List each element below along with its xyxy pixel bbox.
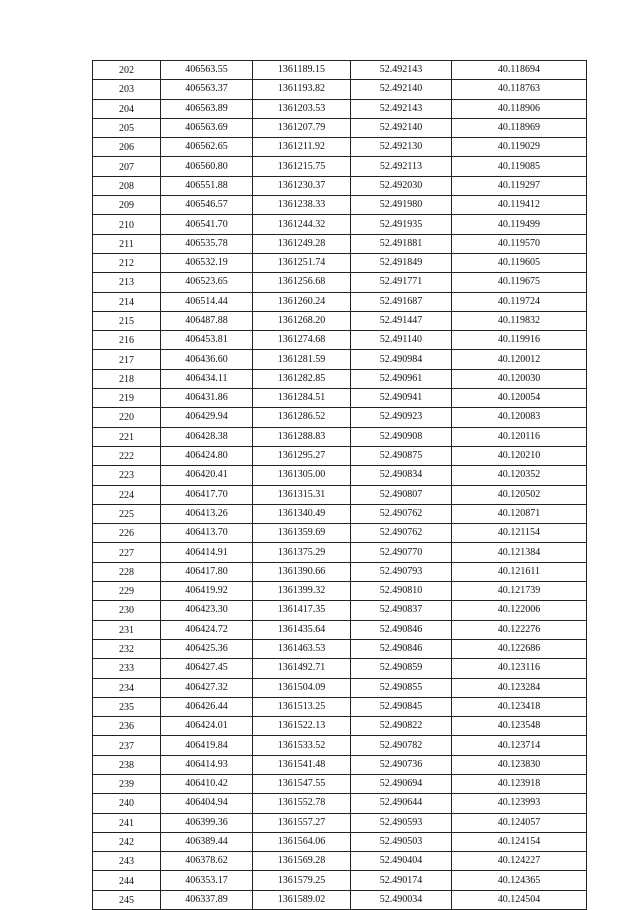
longitude-cell: 40.124154 — [452, 832, 587, 851]
y-coordinate-cell: 1361375.29 — [253, 543, 351, 562]
x-coordinate-cell: 406427.45 — [161, 659, 253, 678]
table-row — [93, 852, 587, 871]
point-number-cell: 216 — [93, 331, 161, 350]
longitude-cell: 40.123548 — [452, 717, 587, 736]
x-coordinate-cell: 406389.44 — [161, 832, 253, 851]
x-coordinate-cell: 406546.57 — [161, 196, 253, 215]
latitude-cell: 52.490923 — [351, 408, 452, 427]
x-coordinate-cell: 406532.19 — [161, 253, 253, 272]
point-number-cell: 230 — [93, 601, 161, 620]
y-coordinate-cell: 1361249.28 — [253, 234, 351, 253]
y-coordinate-cell: 1361564.06 — [253, 832, 351, 851]
table-row — [93, 99, 587, 118]
table-row — [93, 273, 587, 292]
latitude-cell: 52.492130 — [351, 138, 452, 157]
longitude-cell: 40.120083 — [452, 408, 587, 427]
longitude-cell: 40.118906 — [452, 99, 587, 118]
table-row — [93, 736, 587, 755]
point-number-cell: 233 — [93, 659, 161, 678]
longitude-cell: 40.123116 — [452, 659, 587, 678]
table-row — [93, 196, 587, 215]
longitude-cell: 40.124504 — [452, 890, 587, 909]
y-coordinate-cell: 1361281.59 — [253, 350, 351, 369]
table-row — [93, 408, 587, 427]
x-coordinate-cell: 406541.70 — [161, 215, 253, 234]
latitude-cell: 52.490908 — [351, 427, 452, 446]
y-coordinate-cell: 1361251.74 — [253, 253, 351, 272]
point-number-cell: 220 — [93, 408, 161, 427]
longitude-cell: 40.120352 — [452, 466, 587, 485]
longitude-cell: 40.120054 — [452, 389, 587, 408]
latitude-cell: 52.490782 — [351, 736, 452, 755]
longitude-cell: 40.121154 — [452, 524, 587, 543]
y-coordinate-cell: 1361359.69 — [253, 524, 351, 543]
point-number-cell: 204 — [93, 99, 161, 118]
point-number-cell: 245 — [93, 890, 161, 909]
table-row — [93, 427, 587, 446]
point-number-cell: 213 — [93, 273, 161, 292]
longitude-cell: 40.118969 — [452, 118, 587, 137]
longitude-cell: 40.123993 — [452, 794, 587, 813]
y-coordinate-cell: 1361274.68 — [253, 331, 351, 350]
table-row — [93, 794, 587, 813]
longitude-cell: 40.124057 — [452, 813, 587, 832]
table-row — [93, 639, 587, 658]
y-coordinate-cell: 1361288.83 — [253, 427, 351, 446]
x-coordinate-cell: 406419.84 — [161, 736, 253, 755]
x-coordinate-cell: 406424.72 — [161, 620, 253, 639]
latitude-cell: 52.491687 — [351, 292, 452, 311]
table-row — [93, 176, 587, 195]
x-coordinate-cell: 406514.44 — [161, 292, 253, 311]
latitude-cell: 52.491140 — [351, 331, 452, 350]
table-row — [93, 832, 587, 851]
longitude-cell: 40.119724 — [452, 292, 587, 311]
latitude-cell: 52.490762 — [351, 504, 452, 523]
x-coordinate-cell: 406424.80 — [161, 446, 253, 465]
y-coordinate-cell: 1361541.48 — [253, 755, 351, 774]
x-coordinate-cell: 406413.70 — [161, 524, 253, 543]
table-row — [93, 543, 587, 562]
x-coordinate-cell: 406551.88 — [161, 176, 253, 195]
y-coordinate-cell: 1361492.71 — [253, 659, 351, 678]
x-coordinate-cell: 406410.42 — [161, 774, 253, 793]
latitude-cell: 52.490837 — [351, 601, 452, 620]
x-coordinate-cell: 406337.89 — [161, 890, 253, 909]
point-number-cell: 222 — [93, 446, 161, 465]
latitude-cell: 52.490174 — [351, 871, 452, 890]
longitude-cell: 40.120116 — [452, 427, 587, 446]
table-row — [93, 717, 587, 736]
point-number-cell: 225 — [93, 504, 161, 523]
table-row — [93, 871, 587, 890]
point-number-cell: 224 — [93, 485, 161, 504]
point-number-cell: 243 — [93, 852, 161, 871]
x-coordinate-cell: 406353.17 — [161, 871, 253, 890]
point-number-cell: 221 — [93, 427, 161, 446]
table-row — [93, 774, 587, 793]
table-row — [93, 524, 587, 543]
table-row — [93, 350, 587, 369]
table-row — [93, 582, 587, 601]
table-row — [93, 215, 587, 234]
point-number-cell: 240 — [93, 794, 161, 813]
longitude-cell: 40.122006 — [452, 601, 587, 620]
latitude-cell: 52.492143 — [351, 99, 452, 118]
y-coordinate-cell: 1361286.52 — [253, 408, 351, 427]
latitude-cell: 52.492030 — [351, 176, 452, 195]
y-coordinate-cell: 1361513.25 — [253, 697, 351, 716]
x-coordinate-cell: 406429.94 — [161, 408, 253, 427]
y-coordinate-cell: 1361211.92 — [253, 138, 351, 157]
x-coordinate-cell: 406414.93 — [161, 755, 253, 774]
x-coordinate-cell: 406425.36 — [161, 639, 253, 658]
latitude-cell: 52.490736 — [351, 755, 452, 774]
latitude-cell: 52.490593 — [351, 813, 452, 832]
longitude-cell: 40.120030 — [452, 369, 587, 388]
x-coordinate-cell: 406523.65 — [161, 273, 253, 292]
longitude-cell: 40.124227 — [452, 852, 587, 871]
point-number-cell: 208 — [93, 176, 161, 195]
point-number-cell: 202 — [93, 61, 161, 80]
latitude-cell: 52.491447 — [351, 311, 452, 330]
point-number-cell: 218 — [93, 369, 161, 388]
y-coordinate-cell: 1361215.75 — [253, 157, 351, 176]
point-number-cell: 205 — [93, 118, 161, 137]
latitude-cell: 52.490644 — [351, 794, 452, 813]
x-coordinate-cell: 406431.86 — [161, 389, 253, 408]
point-number-cell: 214 — [93, 292, 161, 311]
longitude-cell: 40.119499 — [452, 215, 587, 234]
y-coordinate-cell: 1361579.25 — [253, 871, 351, 890]
x-coordinate-cell: 406423.30 — [161, 601, 253, 620]
longitude-cell: 40.119085 — [452, 157, 587, 176]
table-row — [93, 890, 587, 909]
table-row — [93, 697, 587, 716]
point-number-cell: 228 — [93, 562, 161, 581]
latitude-cell: 52.490961 — [351, 369, 452, 388]
table-row — [93, 234, 587, 253]
y-coordinate-cell: 1361268.20 — [253, 311, 351, 330]
point-number-cell: 227 — [93, 543, 161, 562]
latitude-cell: 52.492140 — [351, 118, 452, 137]
point-number-cell: 211 — [93, 234, 161, 253]
table-row — [93, 331, 587, 350]
point-number-cell: 235 — [93, 697, 161, 716]
y-coordinate-cell: 1361569.28 — [253, 852, 351, 871]
table-row — [93, 813, 587, 832]
x-coordinate-cell: 406378.62 — [161, 852, 253, 871]
point-number-cell: 206 — [93, 138, 161, 157]
x-coordinate-cell: 406428.38 — [161, 427, 253, 446]
y-coordinate-cell: 1361282.85 — [253, 369, 351, 388]
coordinates-table-body — [93, 61, 587, 910]
x-coordinate-cell: 406413.26 — [161, 504, 253, 523]
latitude-cell: 52.490846 — [351, 620, 452, 639]
y-coordinate-cell: 1361463.53 — [253, 639, 351, 658]
point-number-cell: 217 — [93, 350, 161, 369]
latitude-cell: 52.490807 — [351, 485, 452, 504]
x-coordinate-cell: 406427.32 — [161, 678, 253, 697]
table-row — [93, 659, 587, 678]
latitude-cell: 52.490845 — [351, 697, 452, 716]
table-row — [93, 562, 587, 581]
x-coordinate-cell: 406399.36 — [161, 813, 253, 832]
y-coordinate-cell: 1361230.37 — [253, 176, 351, 195]
y-coordinate-cell: 1361340.49 — [253, 504, 351, 523]
point-number-cell: 223 — [93, 466, 161, 485]
table-row — [93, 446, 587, 465]
latitude-cell: 52.490846 — [351, 639, 452, 658]
y-coordinate-cell: 1361260.24 — [253, 292, 351, 311]
longitude-cell: 40.119570 — [452, 234, 587, 253]
longitude-cell: 40.123830 — [452, 755, 587, 774]
x-coordinate-cell: 406419.92 — [161, 582, 253, 601]
x-coordinate-cell: 406563.89 — [161, 99, 253, 118]
point-number-cell: 226 — [93, 524, 161, 543]
x-coordinate-cell: 406535.78 — [161, 234, 253, 253]
latitude-cell: 52.492143 — [351, 61, 452, 80]
latitude-cell: 52.490770 — [351, 543, 452, 562]
y-coordinate-cell: 1361238.33 — [253, 196, 351, 215]
longitude-cell: 40.121611 — [452, 562, 587, 581]
longitude-cell: 40.119412 — [452, 196, 587, 215]
table-row — [93, 755, 587, 774]
point-number-cell: 232 — [93, 639, 161, 658]
point-number-cell: 244 — [93, 871, 161, 890]
longitude-cell: 40.118763 — [452, 80, 587, 99]
point-number-cell: 215 — [93, 311, 161, 330]
table-row — [93, 80, 587, 99]
point-number-cell: 242 — [93, 832, 161, 851]
x-coordinate-cell: 406563.69 — [161, 118, 253, 137]
y-coordinate-cell: 1361256.68 — [253, 273, 351, 292]
longitude-cell: 40.119029 — [452, 138, 587, 157]
y-coordinate-cell: 1361295.27 — [253, 446, 351, 465]
y-coordinate-cell: 1361589.02 — [253, 890, 351, 909]
y-coordinate-cell: 1361435.64 — [253, 620, 351, 639]
y-coordinate-cell: 1361547.55 — [253, 774, 351, 793]
longitude-cell: 40.119605 — [452, 253, 587, 272]
point-number-cell: 212 — [93, 253, 161, 272]
x-coordinate-cell: 406417.70 — [161, 485, 253, 504]
coordinates-table — [92, 60, 587, 910]
table-row — [93, 138, 587, 157]
y-coordinate-cell: 1361399.32 — [253, 582, 351, 601]
longitude-cell: 40.121384 — [452, 543, 587, 562]
y-coordinate-cell: 1361284.51 — [253, 389, 351, 408]
longitude-cell: 40.120012 — [452, 350, 587, 369]
table-row — [93, 601, 587, 620]
latitude-cell: 52.490855 — [351, 678, 452, 697]
longitude-cell: 40.123918 — [452, 774, 587, 793]
x-coordinate-cell: 406487.88 — [161, 311, 253, 330]
y-coordinate-cell: 1361390.66 — [253, 562, 351, 581]
point-number-cell: 238 — [93, 755, 161, 774]
table-row — [93, 389, 587, 408]
latitude-cell: 52.490859 — [351, 659, 452, 678]
point-number-cell: 219 — [93, 389, 161, 408]
x-coordinate-cell: 406424.01 — [161, 717, 253, 736]
point-number-cell: 231 — [93, 620, 161, 639]
table-row — [93, 253, 587, 272]
latitude-cell: 52.490834 — [351, 466, 452, 485]
point-number-cell: 207 — [93, 157, 161, 176]
latitude-cell: 52.490694 — [351, 774, 452, 793]
y-coordinate-cell: 1361504.09 — [253, 678, 351, 697]
latitude-cell: 52.491881 — [351, 234, 452, 253]
table-row — [93, 620, 587, 639]
y-coordinate-cell: 1361244.32 — [253, 215, 351, 234]
point-number-cell: 239 — [93, 774, 161, 793]
latitude-cell: 52.492140 — [351, 80, 452, 99]
x-coordinate-cell: 406560.80 — [161, 157, 253, 176]
latitude-cell: 52.491935 — [351, 215, 452, 234]
latitude-cell: 52.490941 — [351, 389, 452, 408]
latitude-cell: 52.490822 — [351, 717, 452, 736]
table-row — [93, 678, 587, 697]
table-row — [93, 118, 587, 137]
x-coordinate-cell: 406436.60 — [161, 350, 253, 369]
point-number-cell: 237 — [93, 736, 161, 755]
table-row — [93, 311, 587, 330]
latitude-cell: 52.491771 — [351, 273, 452, 292]
x-coordinate-cell: 406404.94 — [161, 794, 253, 813]
longitude-cell: 40.124365 — [452, 871, 587, 890]
longitude-cell: 40.119832 — [452, 311, 587, 330]
longitude-cell: 40.120871 — [452, 504, 587, 523]
point-number-cell: 234 — [93, 678, 161, 697]
x-coordinate-cell: 406563.55 — [161, 61, 253, 80]
latitude-cell: 52.490793 — [351, 562, 452, 581]
longitude-cell: 40.120210 — [452, 446, 587, 465]
table-row — [93, 466, 587, 485]
point-number-cell: 241 — [93, 813, 161, 832]
point-number-cell: 229 — [93, 582, 161, 601]
longitude-cell: 40.119916 — [452, 331, 587, 350]
latitude-cell: 52.491980 — [351, 196, 452, 215]
point-number-cell: 203 — [93, 80, 161, 99]
x-coordinate-cell: 406426.44 — [161, 697, 253, 716]
table-row — [93, 292, 587, 311]
y-coordinate-cell: 1361417.35 — [253, 601, 351, 620]
point-number-cell: 210 — [93, 215, 161, 234]
latitude-cell: 52.490034 — [351, 890, 452, 909]
y-coordinate-cell: 1361207.79 — [253, 118, 351, 137]
y-coordinate-cell: 1361315.31 — [253, 485, 351, 504]
table-row — [93, 61, 587, 80]
table-row — [93, 157, 587, 176]
longitude-cell: 40.122686 — [452, 639, 587, 658]
y-coordinate-cell: 1361552.78 — [253, 794, 351, 813]
longitude-cell: 40.123418 — [452, 697, 587, 716]
longitude-cell: 40.121739 — [452, 582, 587, 601]
x-coordinate-cell: 406417.80 — [161, 562, 253, 581]
longitude-cell: 40.119297 — [452, 176, 587, 195]
longitude-cell: 40.122276 — [452, 620, 587, 639]
latitude-cell: 52.491849 — [351, 253, 452, 272]
latitude-cell: 52.490404 — [351, 852, 452, 871]
latitude-cell: 52.490875 — [351, 446, 452, 465]
longitude-cell: 40.123714 — [452, 736, 587, 755]
x-coordinate-cell: 406453.81 — [161, 331, 253, 350]
y-coordinate-cell: 1361522.13 — [253, 717, 351, 736]
y-coordinate-cell: 1361305.00 — [253, 466, 351, 485]
longitude-cell: 40.123284 — [452, 678, 587, 697]
latitude-cell: 52.492113 — [351, 157, 452, 176]
longitude-cell: 40.120502 — [452, 485, 587, 504]
y-coordinate-cell: 1361193.82 — [253, 80, 351, 99]
x-coordinate-cell: 406434.11 — [161, 369, 253, 388]
longitude-cell: 40.118694 — [452, 61, 587, 80]
y-coordinate-cell: 1361557.27 — [253, 813, 351, 832]
table-row — [93, 485, 587, 504]
latitude-cell: 52.490762 — [351, 524, 452, 543]
latitude-cell: 52.490810 — [351, 582, 452, 601]
longitude-cell: 40.119675 — [452, 273, 587, 292]
x-coordinate-cell: 406420.41 — [161, 466, 253, 485]
x-coordinate-cell: 406562.65 — [161, 138, 253, 157]
latitude-cell: 52.490503 — [351, 832, 452, 851]
latitude-cell: 52.490984 — [351, 350, 452, 369]
table-row — [93, 504, 587, 523]
point-number-cell: 236 — [93, 717, 161, 736]
x-coordinate-cell: 406563.37 — [161, 80, 253, 99]
y-coordinate-cell: 1361189.15 — [253, 61, 351, 80]
point-number-cell: 209 — [93, 196, 161, 215]
y-coordinate-cell: 1361533.52 — [253, 736, 351, 755]
x-coordinate-cell: 406414.91 — [161, 543, 253, 562]
y-coordinate-cell: 1361203.53 — [253, 99, 351, 118]
table-row — [93, 369, 587, 388]
